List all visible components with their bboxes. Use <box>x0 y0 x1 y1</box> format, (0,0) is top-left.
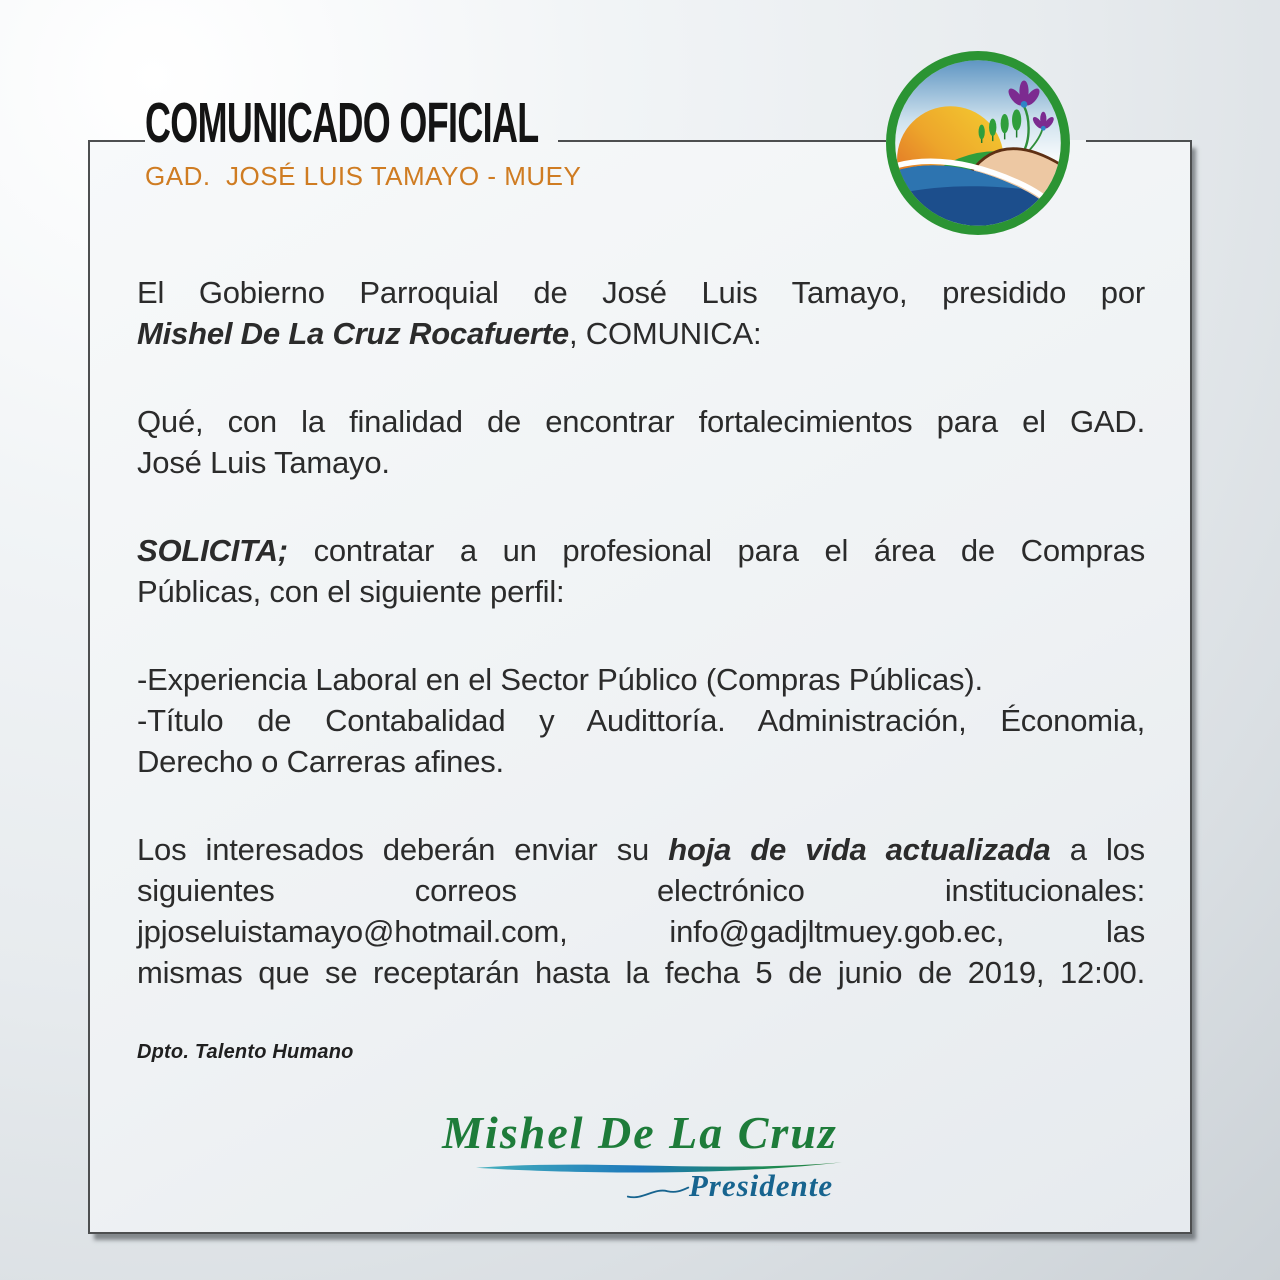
text-line <box>137 530 1145 571</box>
text-line <box>137 442 1145 483</box>
text-line <box>137 911 1145 952</box>
text-segment: Derecho o Carreras afines. <box>137 744 504 779</box>
text-line <box>137 401 1145 442</box>
text-line <box>137 571 1145 612</box>
paragraph <box>137 401 1145 483</box>
text-line <box>137 870 1145 911</box>
text-line <box>137 659 1145 700</box>
text-line <box>137 741 1145 782</box>
text-segment: siguientes correos electrónico institucionales: <box>137 873 1145 908</box>
text-line <box>137 829 1145 870</box>
emphasized-text: SOLICITA; <box>137 533 288 568</box>
department-note: Dpto. Talento Humano <box>137 1041 354 1063</box>
text-segment: El Gobierno Parroquial de José Luis Tamayo, presidido por <box>137 275 1145 310</box>
text-line <box>137 272 1145 313</box>
text-segment: -Título de Contabalidad y Audittoría. Administración, Économia, <box>137 703 1145 738</box>
text-segment: , COMUNICA: <box>568 316 762 351</box>
emphasized-text: Mishel De La Cruz Rocafuerte <box>137 316 569 351</box>
text-segment: -Experiencia Laboral en el Sector Público (Compras Públicas). <box>137 662 983 697</box>
signature-title: Presidente <box>688 1168 834 1203</box>
paragraph <box>137 530 1145 612</box>
text-segment: José Luis Tamayo. <box>137 445 390 480</box>
text-segment: jpjoseluistamayo@hotmail.com, info@gadjltmuey.gob.ec, las <box>137 914 1145 949</box>
text-line <box>137 952 1145 993</box>
text-segment: contratar a un profesional para el área de Compras <box>287 533 1145 568</box>
page-subtitle: GAD. JOSÉ LUIS TAMAYO - MUEY <box>145 161 582 191</box>
emphasized-text: hoja de vida actualizada <box>668 832 1051 867</box>
text-segment: Qué, con la finalidad de encontrar fortalecimientos para el GAD. <box>137 404 1145 439</box>
card-top-border-segment <box>88 140 145 142</box>
paragraph <box>137 829 1145 993</box>
text-segment: mismas que se receptarán hasta la fecha 5 de junio de 2019, 12:00. <box>137 955 1145 990</box>
text-line <box>137 700 1145 741</box>
text-segment: Los interesados deberán enviar su <box>137 832 669 867</box>
signature-name: Mishel De La Cruz <box>442 1107 838 1158</box>
page-title: COMUNICADO OFICIAL <box>145 91 539 155</box>
text-segment: Públicas, con el siguiente perfil: <box>137 574 565 609</box>
header <box>145 91 770 192</box>
paragraph <box>137 272 1145 354</box>
paragraph <box>137 659 1145 782</box>
text-segment: a los <box>1050 832 1145 867</box>
text-line <box>137 313 1145 354</box>
organization-logo-icon <box>886 51 1070 235</box>
card-top-border-segment <box>1086 140 1192 142</box>
body-text <box>137 272 1145 1040</box>
